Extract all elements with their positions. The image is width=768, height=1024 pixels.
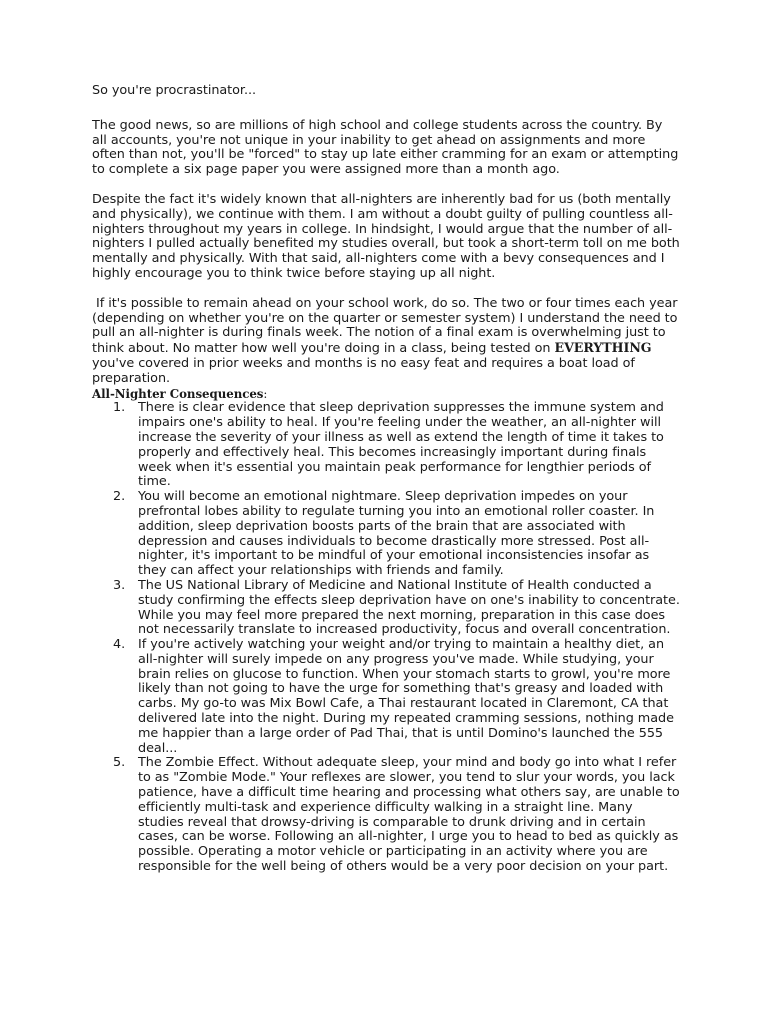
list-item [92, 401, 680, 490]
intro-line: So you're procrastinator... [92, 83, 257, 98]
paragraph-stay-ahead-part1: If it's possible to remain ahead on your school work, do so. The two or four times each year (depending on whether you're on the quarter or semester system) I understand the need to pull an all-nighter is during finals week. The notion of a final exam is overwhelming just to think about. No matter how well you're doing in a class, being tested on [92, 295, 678, 357]
list-item-number: 3. [113, 577, 126, 593]
list-item-text: The Zombie Effect. Without adequate sleep, your mind and body go into what I refer to as "Zombie Mode." Your reflexes are slower, you tend to slur your words, you lack patience, have a difficult time hearing and processing what others say, are unable to efficiently multi-task and experience difficulty walking in a straight line. Many studies reveal that drowsy-driving is comparable to drunk driving and in certain cases, can be worse. Following an all-nighter, I urge you to head to bed as quickly as possible. Operating a motor vehicle or participating in an activity where you are responsible for the well being of others would be a very poor decision on your part. [138, 755, 680, 875]
paragraph-all-nighters-bad: Despite the fact it's widely known that all-nighters are inherently bad for us (both mentally and physically), we continue with them. I am without a doubt guilty of pulling countless all-nighters throughout my years in college. In hindsight, I would argue that the number of all-nighters I pulled actually benefited my studies overall, but took a short-term toll on me both mentally and physically. With that said, all-nighters come with a bevy consequences and I highly encourage you to think twice before staying up all night. [92, 191, 680, 281]
list-item [92, 579, 680, 638]
paragraph-stay-ahead [92, 297, 680, 387]
list-item [92, 490, 680, 579]
paragraph-stay-ahead-part2: you've covered in prior weeks and months is no easy feat and requires a boat load of preparation. [92, 355, 635, 386]
list-item-text: If you're actively watching your weight and/or trying to maintain a healthy diet, an all-nighter will surely impede on any progress you've made. While studying, your brain relies on glucose to function. When your stomach starts to growl, you're more likely than not going to have the urge for something that's greasy and loaded with carbs. My go-to was Mix Bowl Cafe, a Thai restaurant located in Claremont, CA that delivered late into the night. During my repeated cramming sessions, nothing made me happier than a large order of Pad Thai, that is until Domino's launched the 555 deal... [138, 637, 674, 756]
list-item [92, 638, 680, 756]
consequences-list [92, 401, 680, 875]
list-item-number: 2. [113, 489, 126, 505]
section-heading-text: All-Nighter Consequences [92, 386, 264, 401]
list-item-number: 5. [113, 755, 126, 771]
document-page [92, 84, 680, 875]
emphasis-everything: EVERYTHING [554, 340, 652, 356]
paragraph-good-news: The good news, so are millions of high school and college students across the country. By all accounts, you're not unique in your inability to get ahead on assignments and more often than not, you'll be "forced" to stay up late either cramming for an exam or attempting to complete a six page paper you were assigned more than a month ago. [92, 117, 679, 178]
list-item-text: There is clear evidence that sleep deprivation suppresses the immune system and impairs one's ability to heal. If you're feeling under the weather, an all-nighter will increase the severity of your illness as well as extend the length of time it takes to properly and effectively heal. This becomes increasingly important during finals week when it's essential you maintain peak performance for lengthier periods of time. [138, 400, 664, 490]
list-item [92, 756, 680, 874]
list-item-number: 4. [113, 637, 126, 653]
section-heading-colon: : [263, 386, 268, 401]
list-item-text: The US National Library of Medicine and National Institute of Health conducted a study confirming the effects sleep deprivation have on one's inability to concentrate. While you may feel more prepared the next morning, preparation in this case does not necessarily translate to increased productivity, focus and overall concentration. [138, 577, 680, 638]
list-item-number: 1. [113, 400, 126, 416]
section-heading [92, 387, 680, 402]
list-item-text: You will become an emotional nightmare. Sleep deprivation impedes on your prefrontal lobes ability to regulate turning you into an emotional roller coaster. In addition, sleep deprivation boosts parts of the brain that are associated with depression and causes individuals to become drastically more stressed. Post all-nighter, it's important to be mindful of your emotional inconsistencies insofar as they can affect your relationships with friends and family. [138, 489, 655, 579]
